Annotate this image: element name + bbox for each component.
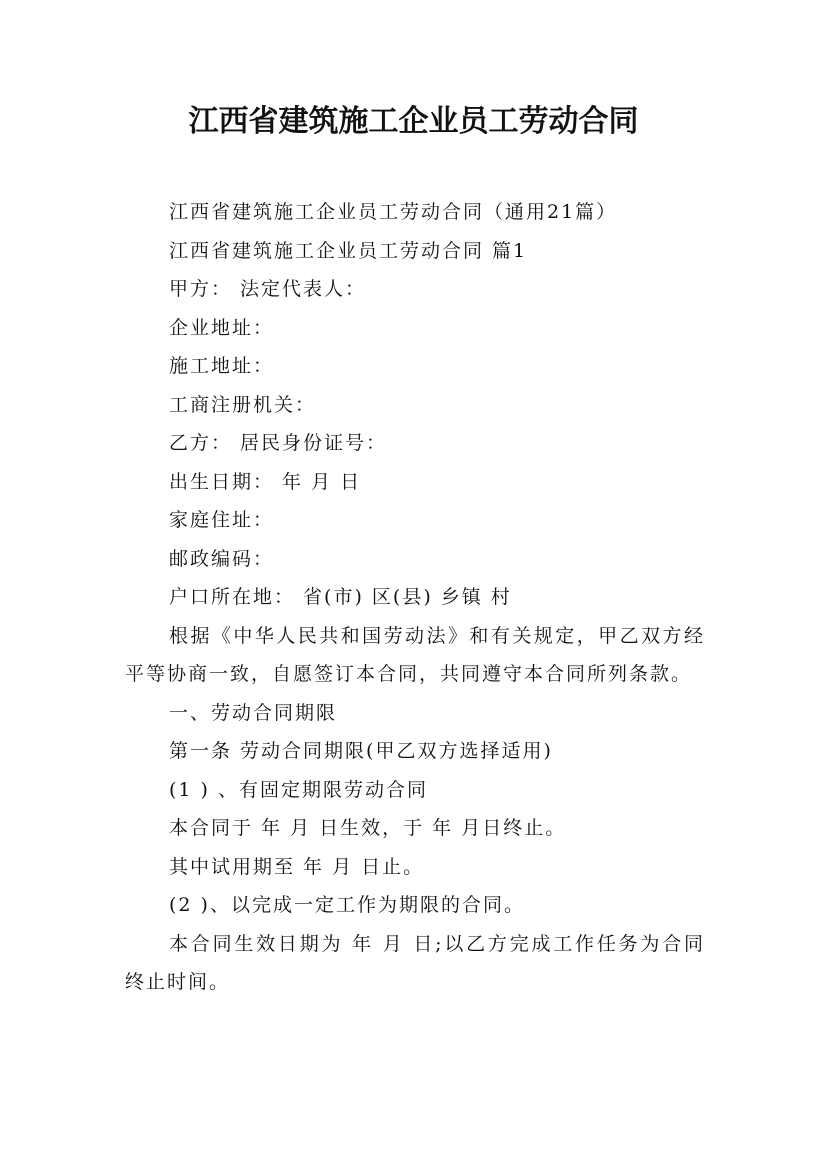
construction-address-line: 施工地址： (169, 355, 275, 377)
option-1-term-line: 本合同于 年 月 日生效，于 年 月日终止。 (169, 817, 567, 839)
home-address-line: 家庭住址： (169, 509, 275, 531)
chapter-heading: 一、劳动合同期限 (169, 701, 338, 724)
party-b-line: 乙方： 居民身份证号： (169, 432, 388, 454)
preamble-paragraph: 根据《中华人民共和国劳动法》和有关规定，甲乙双方经平等协商一致，自愿签订本合同，共同遵守本合同所列条款。 (125, 624, 705, 685)
document-body (125, 193, 705, 1002)
article-heading: 第一条 劳动合同期限(甲乙双方选择适用) (169, 740, 553, 762)
company-address-line: 企业地址： (169, 316, 275, 339)
registration-authority-line: 工商注册机关： (169, 393, 317, 416)
option-1-heading: (1 ) 、有固定期限劳动合同 (169, 778, 428, 801)
option-2-heading: (2 )、以完成一定工作为期限的合同。 (169, 894, 525, 916)
document-title: 江西省建筑施工企业员工劳动合同 (188, 104, 639, 139)
household-registration-line: 户口所在地： 省(市) 区(县) 乡镇 村 (169, 586, 512, 608)
postal-code-line: 邮政编码： (169, 547, 275, 570)
birth-date-line: 出生日期： 年 月 日 (169, 470, 362, 493)
section-heading-part-1: 江西省建筑施工企业员工劳动合同 篇1 (169, 239, 528, 262)
probation-line: 其中试用期至 年 月 日止。 (169, 855, 425, 878)
option-2-term-paragraph: 本合同生效日期为 年 月 日;以乙方完成工作任务为合同终止时间。 (125, 932, 705, 993)
party-a-line: 甲方： 法定代表人： (169, 278, 367, 300)
subtitle-paragraph: 江西省建筑施工企业员工劳动合同（通用21篇） (169, 201, 618, 223)
